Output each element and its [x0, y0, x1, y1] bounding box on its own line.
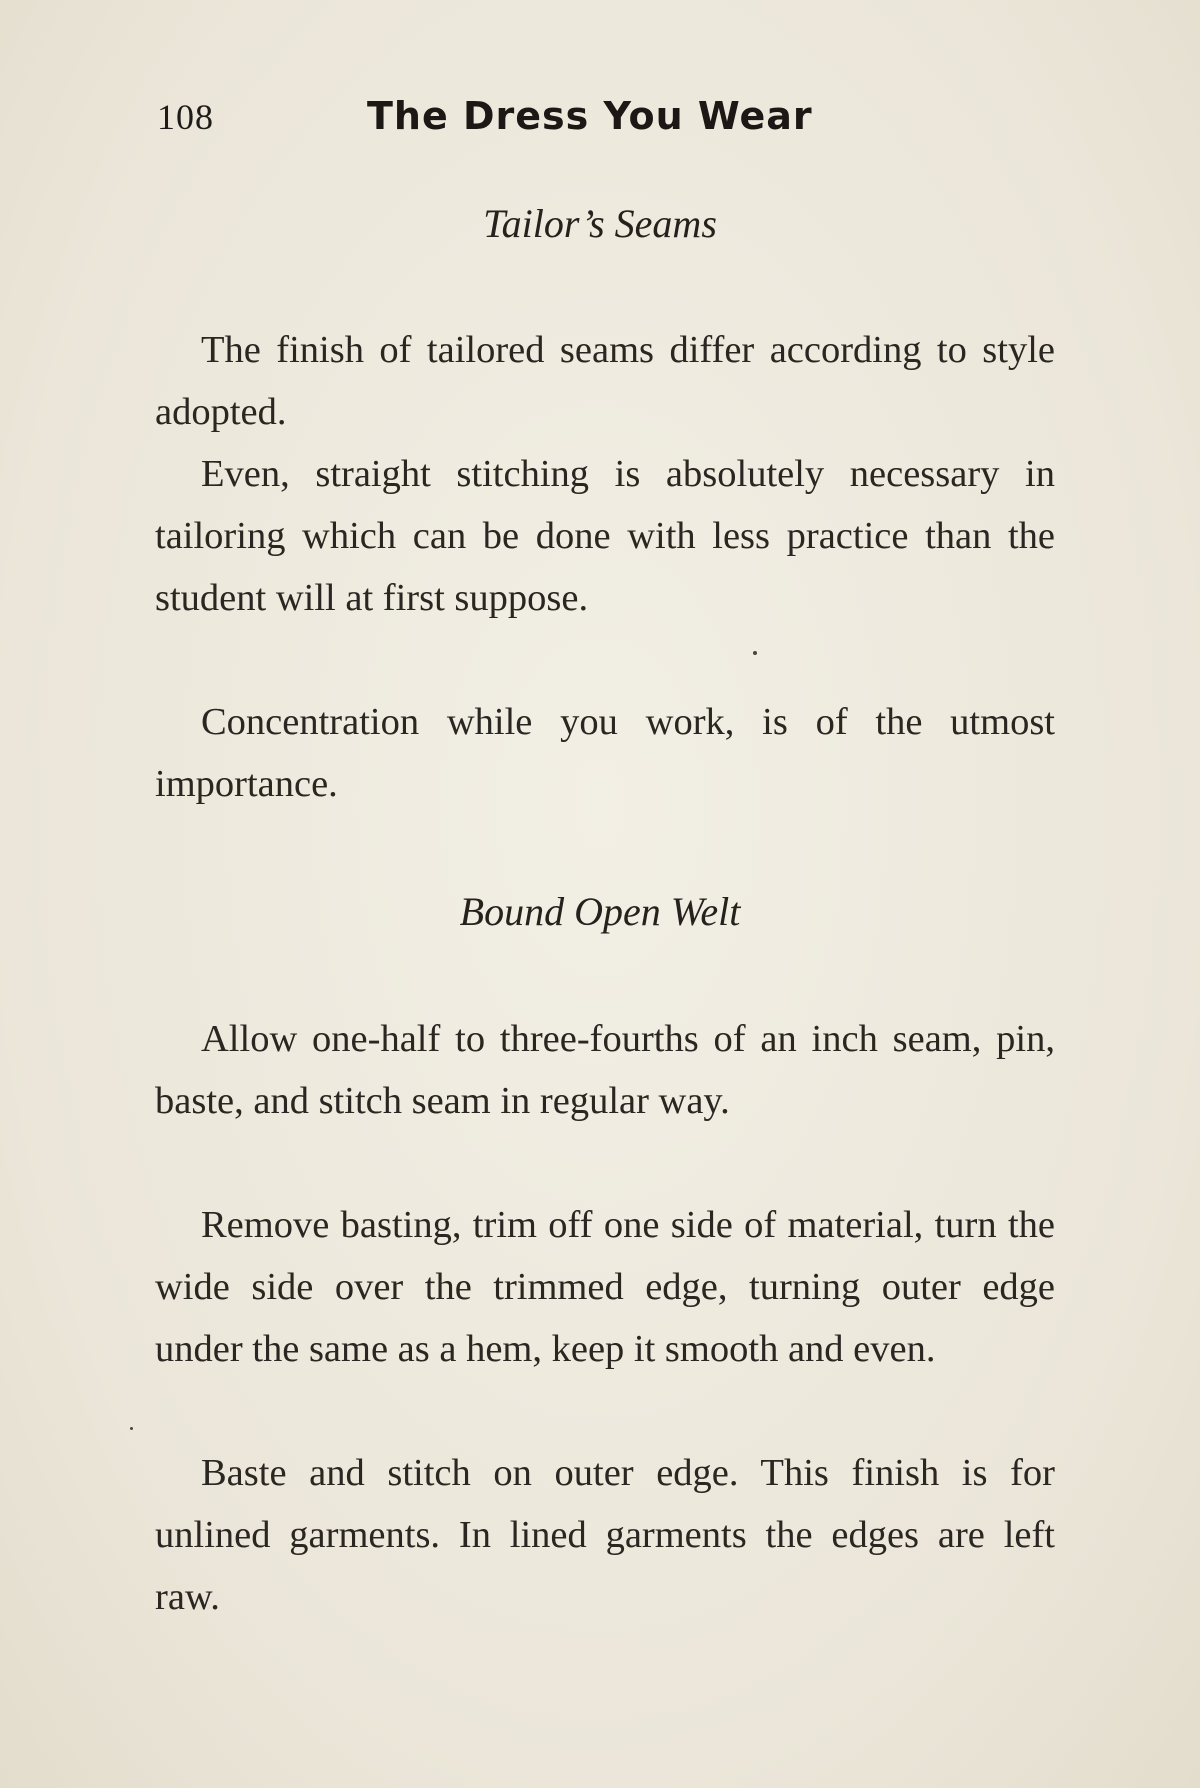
page-number: 108 [157, 97, 214, 137]
book-title: The Dress You Wear [367, 94, 813, 138]
section-heading-tailors-seams: Tailor’s Seams [483, 201, 717, 246]
paragraph: Even, straight stitching is absolutely necessary in tailoring which can be done with less practice than the student will at first suppose. [155, 453, 1055, 619]
section-heading-bound-open-welt: Bound Open Welt [459, 889, 741, 934]
paragraph: The finish of tailored seams differ according to style adopted. [155, 329, 1055, 433]
paper-speck [130, 1427, 133, 1430]
paragraph: Concentration while you work, is of the utmost importance. [155, 701, 1055, 805]
paragraph: Remove basting, trim off one side of material, turn the wide side over the trimmed edge, turning outer edge under the same as a hem, keep it smooth and even. [155, 1204, 1055, 1370]
paper-speck [753, 651, 757, 655]
paragraph: Allow one-half to three-fourths of an inch seam, pin, baste, and stitch seam in regular way. [155, 1018, 1055, 1122]
paragraph: Baste and stitch on outer edge. This finish is for unlined garments. In lined garments the edges are left raw. [155, 1452, 1055, 1618]
running-head [157, 96, 1057, 156]
